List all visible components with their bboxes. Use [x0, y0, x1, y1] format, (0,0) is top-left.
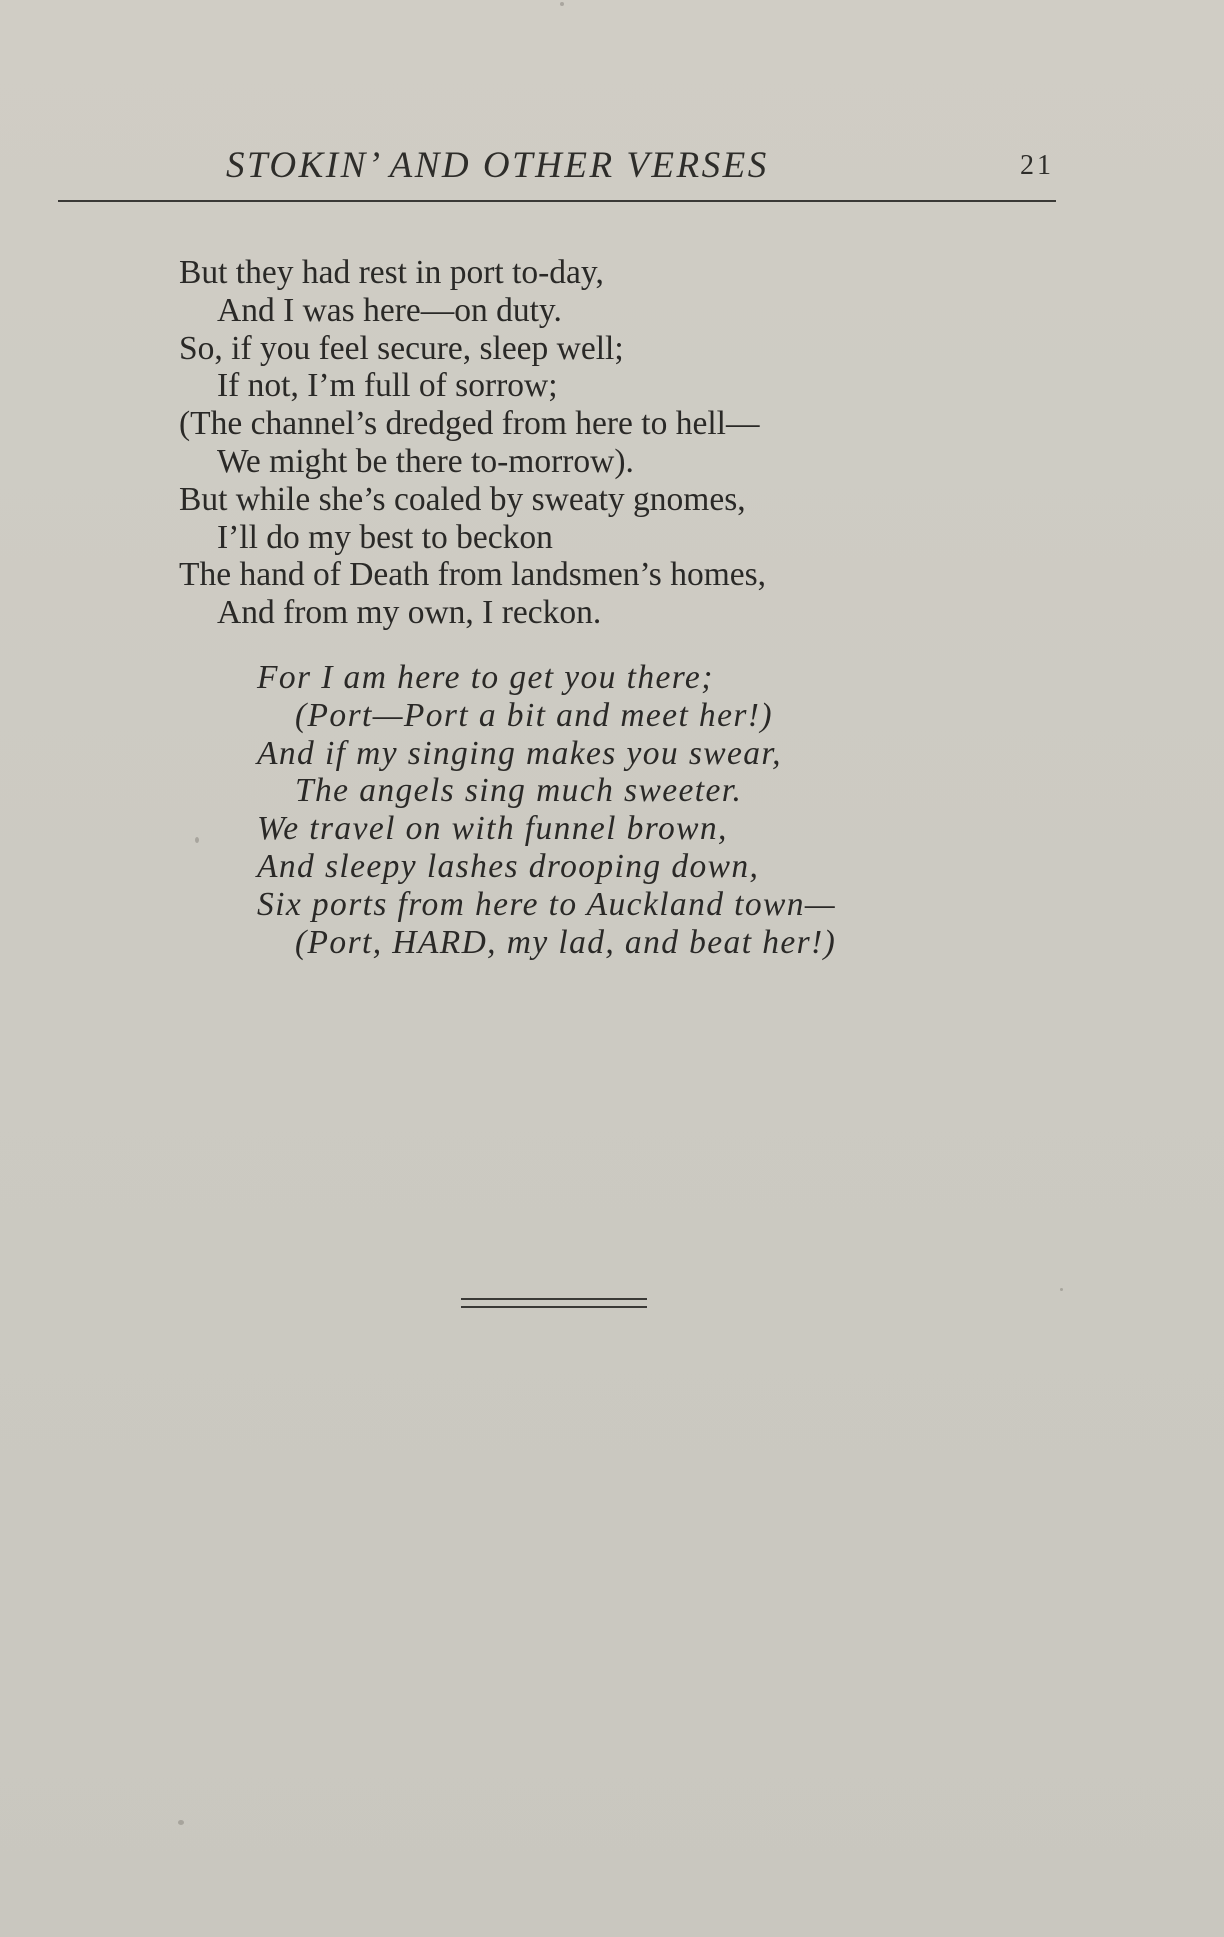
header-rule [58, 200, 1056, 202]
running-head [58, 140, 1056, 190]
poem-line: And I was here—on duty. [217, 291, 562, 329]
refrain-line: Six ports from here to Auckland town— [257, 885, 837, 923]
running-title: STOKIN’ AND OTHER VERSES [226, 145, 769, 186]
stanza-1 [179, 254, 766, 632]
poem-line: (The channel’s dredged from here to hell— [179, 405, 760, 443]
poem-line: So, if you feel secure, sleep well; [179, 329, 624, 367]
paper-speck [195, 837, 199, 843]
paper-speck [560, 2, 564, 6]
refrain-line: The angels sing much sweeter. [295, 772, 743, 810]
page-number: 21 [1020, 150, 1054, 181]
refrain-line: And if my singing makes you swear, [257, 734, 782, 772]
paper-speck [178, 1820, 184, 1825]
refrain-line: (Port—Port a bit and meet her!) [295, 696, 773, 734]
refrain-line: We travel on with funnel brown, [257, 810, 728, 848]
poem-line: And from my own, I reckon. [217, 594, 602, 632]
refrain-stanza [257, 659, 836, 961]
poem-line: But they had rest in port to-day, [179, 254, 604, 291]
refrain-line: For I am here to get you there; [257, 659, 714, 696]
poem-line: I’ll do my best to beckon [217, 518, 553, 556]
poem-line: But while she’s coaled by sweaty gnomes, [179, 480, 746, 518]
paper-speck [1060, 1288, 1063, 1291]
poem-line: If not, I’m full of sorrow; [217, 367, 558, 405]
refrain-line: (Port, HARD, my lad, and beat her!) [295, 923, 837, 961]
poem-line: The hand of Death from landsmen’s homes, [179, 556, 767, 594]
refrain-line: And sleepy lashes drooping down, [257, 847, 760, 885]
section-end-rule [461, 1298, 647, 1308]
poem-line: We might be there to-morrow). [217, 442, 634, 480]
